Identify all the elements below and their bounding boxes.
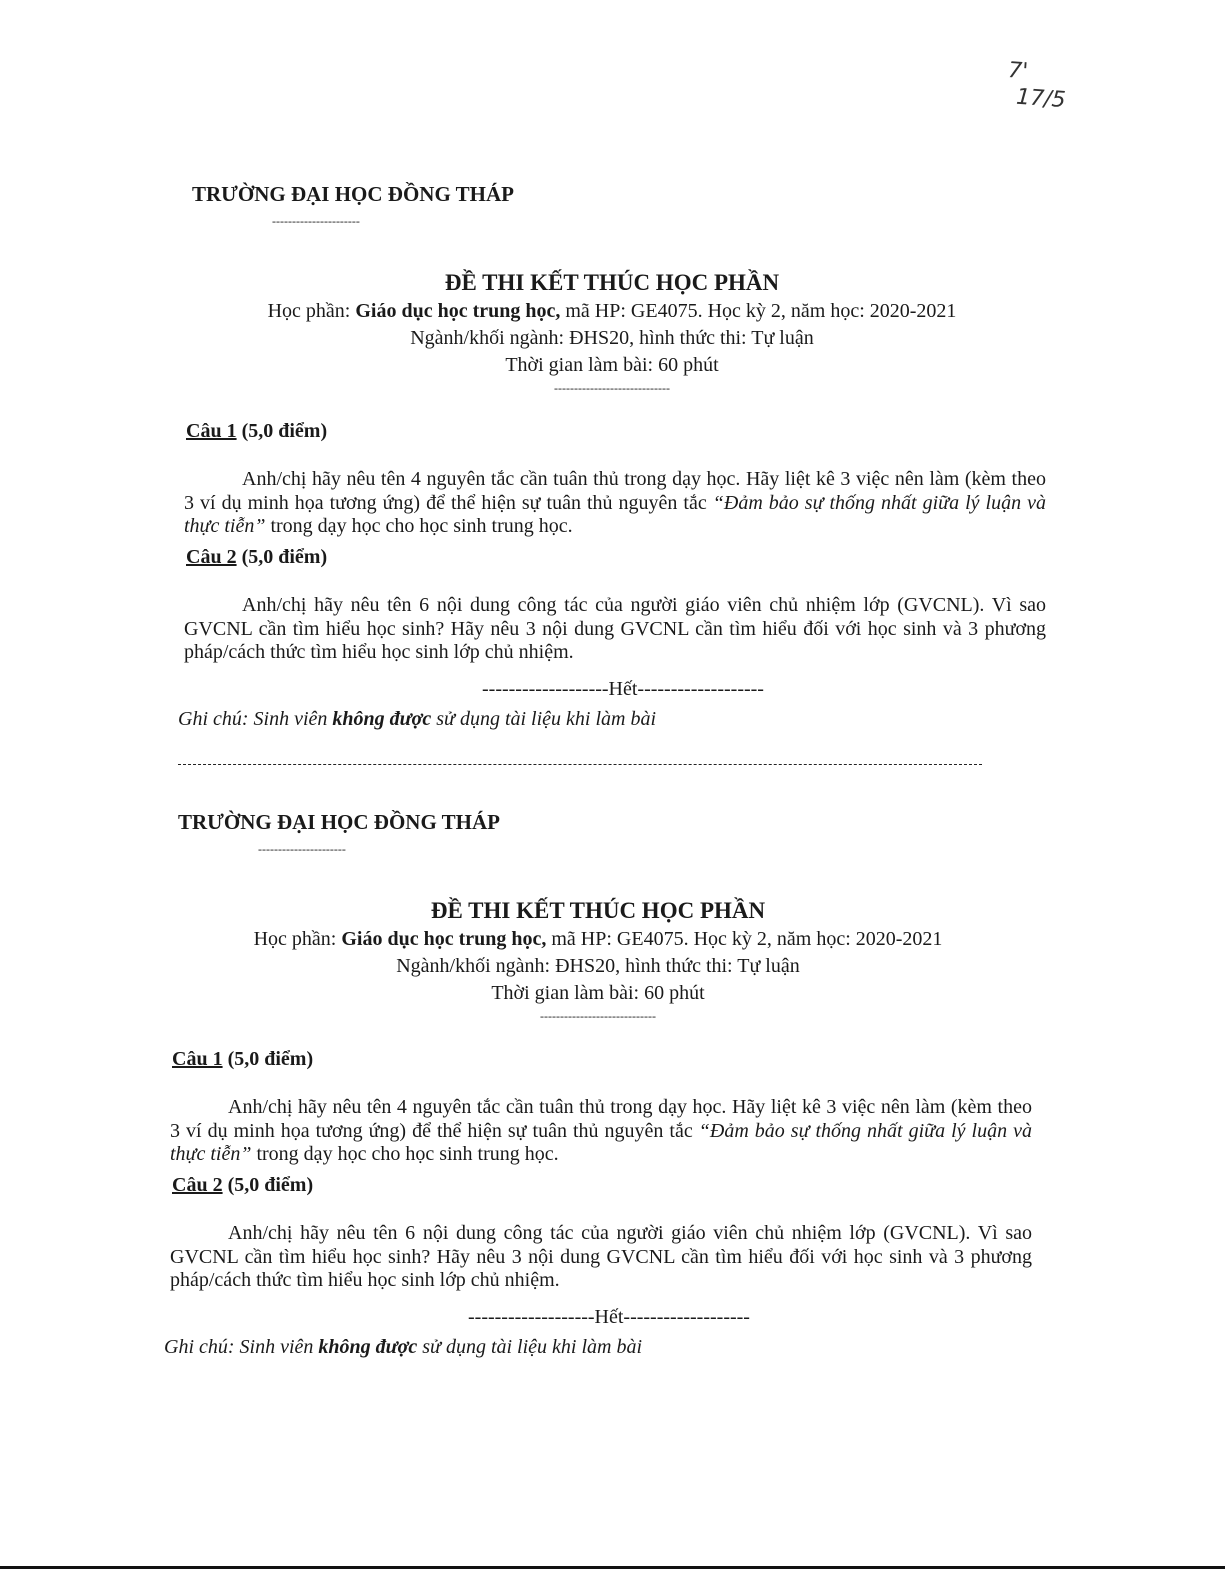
question-2-points: (5,0 điểm) xyxy=(236,546,328,568)
question-1-text xyxy=(184,468,1046,539)
question-2-label: Câu 2 xyxy=(172,1174,223,1196)
course-name: Giáo dục học trung học, xyxy=(341,928,547,950)
question-2-heading xyxy=(172,1174,313,1197)
course-line xyxy=(158,926,1038,953)
course-name: Giáo dục học trung học, xyxy=(355,300,561,322)
footnote-suffix: sử dụng tài liệu khi làm bài xyxy=(431,708,657,730)
major-line: Ngành/khối ngành: ĐHS20, hình thức thi: Tự luận xyxy=(396,955,800,977)
time-line: Thời gian làm bài: 60 phút xyxy=(505,354,719,376)
header-rule: ----------------------------- xyxy=(540,1009,656,1023)
course-line xyxy=(172,298,1052,325)
exam-header xyxy=(172,270,1052,396)
question-2-points: (5,0 điểm) xyxy=(222,1174,314,1196)
handwritten-note xyxy=(1003,58,1068,115)
school-rule: ---------------------- xyxy=(272,214,360,228)
question-1-quote: “Đảm bảo sự thống nhất giữa lý luận và thực tiễn” xyxy=(170,1119,1032,1165)
footnote xyxy=(164,1336,642,1359)
question-1-quote: “Đảm bảo sự thống nhất giữa lý luận và thực tiễn” xyxy=(184,491,1046,537)
footnote xyxy=(178,708,656,731)
school-rule: ---------------------- xyxy=(258,842,346,856)
question-1-label: Câu 1 xyxy=(186,420,237,442)
course-suffix: mã HP: GE4075. Học kỳ 2, năm học: 2020-2021 xyxy=(546,928,943,950)
end-marker: -------------------Hết------------------- xyxy=(482,678,764,700)
footnote-prefix: Ghi chú: Sinh viên xyxy=(164,1336,319,1358)
end-marker: -------------------Hết------------------- xyxy=(468,1306,750,1328)
header-rule: ----------------------------- xyxy=(554,381,670,395)
question-1-points: (5,0 điểm) xyxy=(222,1048,314,1070)
footnote-prefix: Ghi chú: Sinh viên xyxy=(178,708,333,730)
question-2-text: Anh/chị hãy nêu tên 6 nội dung công tác của người giáo viên chủ nhiệm lớp (GVCNL). Vì sao GVCNL cần tìm hiểu học sinh? Hãy nêu 3 nội dung GVCNL cần tìm hiểu đối với học sinh và 3 phương pháp/cách thức tìm hiểu học sinh lớp chủ nhiệm. xyxy=(184,594,1046,663)
course-suffix: mã HP: GE4075. Học kỳ 2, năm học: 2020-2021 xyxy=(560,300,957,322)
exam-title: ĐỀ THI KẾT THÚC HỌC PHẦN xyxy=(430,898,766,923)
handwritten-note-line1: 7' xyxy=(1007,58,1029,85)
exam-header xyxy=(158,898,1038,1024)
question-1-text xyxy=(170,1096,1032,1167)
cut-separator xyxy=(178,764,982,765)
footnote-suffix: sử dụng tài liệu khi làm bài xyxy=(417,1336,643,1358)
question-1-text-a: Anh/chị hãy nêu tên 4 nguyên tắc cần tuân thủ trong dạy học. Hãy liệt kê 3 việc nên làm (kèm theo 3 ví dụ minh họa tương ứng) để thể hiện sự tuân thủ nguyên tắc xyxy=(184,468,1046,514)
question-1-text-b: trong dạy học cho học sinh trung học. xyxy=(251,1143,559,1165)
time-line: Thời gian làm bài: 60 phút xyxy=(491,982,705,1004)
course-prefix: Học phần: xyxy=(253,928,342,950)
question-1-heading xyxy=(186,420,327,443)
question-1-heading xyxy=(172,1048,313,1071)
question-2-heading xyxy=(186,546,327,569)
school-name: TRƯỜNG ĐẠI HỌC ĐỒNG THÁP xyxy=(192,182,515,206)
question-1-label: Câu 1 xyxy=(172,1048,223,1070)
question-1-text-a: Anh/chị hãy nêu tên 4 nguyên tắc cần tuân thủ trong dạy học. Hãy liệt kê 3 việc nên làm (kèm theo 3 ví dụ minh họa tương ứng) để thể hiện sự tuân thủ nguyên tắc xyxy=(170,1096,1032,1142)
question-1-points: (5,0 điểm) xyxy=(236,420,328,442)
question-2-text: Anh/chị hãy nêu tên 6 nội dung công tác của người giáo viên chủ nhiệm lớp (GVCNL). Vì sao GVCNL cần tìm hiểu học sinh? Hãy nêu 3 nội dung GVCNL cần tìm hiểu đối với học sinh và 3 phương pháp/cách thức tìm hiểu học sinh lớp chủ nhiệm. xyxy=(170,1222,1032,1291)
course-prefix: Học phần: xyxy=(267,300,356,322)
scan-bottom-edge xyxy=(0,1566,1225,1569)
exam-title: ĐỀ THI KẾT THÚC HỌC PHẦN xyxy=(444,270,780,295)
school-name: TRƯỜNG ĐẠI HỌC ĐỒNG THÁP xyxy=(178,810,501,834)
major-line: Ngành/khối ngành: ĐHS20, hình thức thi: Tự luận xyxy=(410,327,814,349)
handwritten-note-line2: 17/5 xyxy=(1015,85,1067,114)
question-1-text-b: trong dạy học cho học sinh trung học. xyxy=(265,515,573,537)
footnote-bold: không được xyxy=(318,1336,418,1358)
footnote-bold: không được xyxy=(332,708,432,730)
question-2-label: Câu 2 xyxy=(186,546,237,568)
